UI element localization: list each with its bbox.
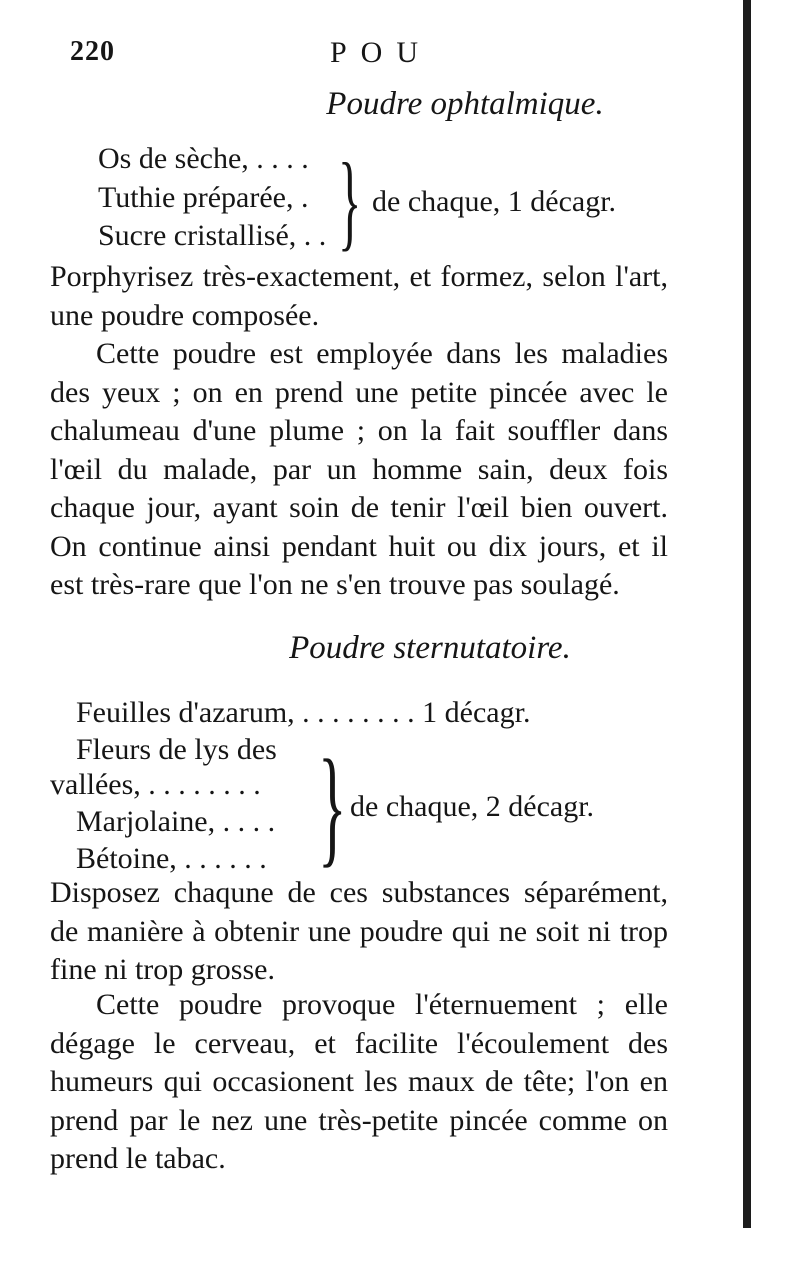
recipe-title-ophtalmique: Poudre ophtalmique. [326, 86, 604, 122]
recipe-title-sternutatoire: Poudre sternutatoire. [289, 630, 571, 666]
ingredient-line: Tuthie préparée, . [98, 181, 309, 214]
ingredient-line: Os de sèche, . . . . [98, 142, 309, 175]
ingredient-line: Feuilles d'azarum, . . . . . . . . 1 décagr. [76, 696, 531, 729]
ingredient-line: Fleurs de lys des [76, 733, 277, 766]
ingredient-line: Bétoine, . . . . . . [76, 842, 267, 875]
paragraph: Cette poudre provoque l'éternuement ; elle dégage le cerveau, et facilite l'écoulement des humeurs qui occasionent les maux de tête; l'on en prend par le nez une très-petite pincée comme on prend le tabac. [50, 988, 668, 1175]
paragraph: Cette poudre est employée dans les maladies des yeux ; on en prend une petite pincée avec le chalumeau d'une plume ; on la fait souffler dans l'œil du malade, par un homme sain, deux fois chaque jour, ayant soin de tenir l'œil bien ouvert. On continue ainsi pendant huit ou dix jours, et il est très-rare que l'on ne s'en trouve pas soulagé. [50, 337, 668, 601]
grouping-brace: } [338, 142, 362, 261]
grouping-brace: } [318, 732, 347, 879]
ingredient-line: Sucre cristallisé, . . [98, 219, 327, 252]
quantity-label: de chaque, 1 décagr. [372, 185, 617, 218]
ingredient-line: Marjolaine, . . . . [76, 805, 276, 838]
ingredient-line: vallées, . . . . . . . . [50, 768, 261, 801]
page-number: 220 [70, 36, 115, 67]
page-header [0, 36, 800, 76]
paragraph: Disposez chaqune de ces substances séparément, de manière à obtenir une poudre qui ne soit ni trop fine ni trop grosse. [50, 876, 668, 986]
paragraph: Porphyrisez très-exactement, et formez, selon l'art, une poudre composée. [50, 260, 668, 332]
running-head: POU [330, 36, 433, 69]
quantity-label: de chaque, 2 décagr. [350, 790, 595, 823]
page-edge-line [743, 0, 751, 1228]
